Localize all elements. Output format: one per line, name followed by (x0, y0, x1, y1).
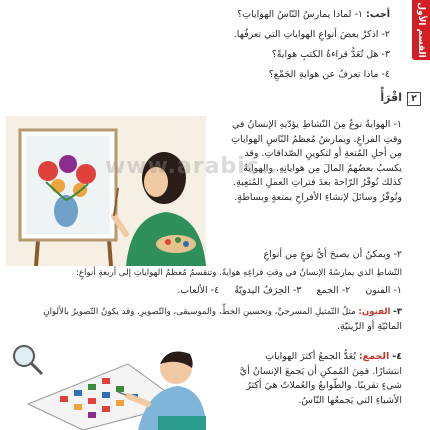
paragraph-3-line-2: المائيّةِ أو الزّيتيّةِ. (336, 320, 402, 332)
paragraph-4-keyword: الجمع: (358, 351, 390, 362)
paragraph-1-line-4: يكسبُ بعضُهمُ المالَ مِن هواياتِهِ. والهوايةُ (243, 162, 402, 174)
stamp-collecting-illustration (8, 334, 206, 430)
section-tab (412, 0, 430, 60)
paragraph-4-line-4: الأشياءِ التي يَجمعُها النّاسُ. (298, 394, 402, 406)
paragraph-1-line-5: كذلك تُوفّرُ الرّاحةَ بعدَ فتراتِ العملِ المُتعِبةِ. (233, 177, 402, 188)
paragraph-3-line-1: مثلُ التّمثيلِ المسرحيِّ، وتحسينِ الخطِّ، والموسيقى، والتّصويرِ. وقد يكونُ التّصويرُ بالألوانِ (43, 307, 356, 317)
paragraph-4 (216, 350, 402, 408)
paragraph-2-line-2: النّشاطِ الذي يمارسُهُ الإنسانُ في وقتِ فراغِهِ هوايةً. وتنقسمُ مُعظمُ الهواياتِ إلى أربعةِ أنواعٍ: (76, 268, 402, 278)
paragraph-1-line-1: ١- الهوايةُ نوعٌ مِنَ النّشاطِ يؤدّيهِ الإنسانُ في (232, 119, 402, 130)
question-1-text: ١- لماذا يمارسُ النّاسُ الهواياتِ؟ (237, 9, 363, 20)
paragraph-4-number: ٤- (392, 351, 402, 362)
section-tab-label: القسم الأول (416, 2, 426, 58)
section-title: اقْرَأْ (380, 91, 402, 104)
question-2: ٢- اذكرْ بعضَ أنواعِ الهواياتِ التي تعرفُها. (233, 29, 390, 40)
question-4: ٤- ماذا تعرفُ عن هوايةِ الجَمْعِ؟ (268, 69, 390, 80)
painting-illustration (6, 116, 206, 266)
answer-instruction: أجب: (366, 9, 390, 20)
paragraph-1 (212, 118, 402, 205)
paragraph-2-line-3: ١- الفنون ٢- الجمع ٣- الحِرَفُ اليدويّةُ ٤- الألعاب. (177, 285, 402, 296)
paragraph-4-line-2: انتشارًا. فمِنَ المُمكنِ أن يَجمعَ الإنسانُ أيَّ (239, 365, 402, 377)
paragraph-4-line-3: شيءٍ تقريبًا. والطّوابعُ والعُملاتُ هيَ أكثرُ (246, 380, 402, 391)
paragraph-1-line-3: مِن أجلِ المُتعةِ أو لتكوينِ الصّداقاتِ. وقد (244, 148, 402, 159)
paragraph-1-line-2: وقتِ الفراغِ. ويمارسُ مُعظمُ النّاسِ الهواياتِ (231, 133, 402, 145)
paragraph-2-line-1: ٢- ويمكنُ أن يصبحَ أيُّ نوعٍ مِن أنواعِ (263, 249, 402, 260)
section-number: ٢ (407, 92, 421, 106)
question-1 (237, 8, 390, 21)
paragraph-4-line-1: يُعَدُّ الجمعُ أكثرَ الهواياتِ (265, 351, 356, 362)
watermark: www.arabic... (105, 154, 288, 179)
paragraph-3-number: ٣- (393, 307, 402, 317)
paragraph-1-line-6: وتُوفّرُ وسائلَ لإنشاءِ الأفراحِ بمتعةٍ وبساطةٍ. (234, 191, 402, 203)
paragraph-3 (10, 305, 402, 334)
paragraph-3-keyword: الفنون: (358, 307, 391, 317)
question-3: ٣- هل تُعَدُّ قراءةُ الكتبِ هوايةً؟ (271, 49, 390, 60)
